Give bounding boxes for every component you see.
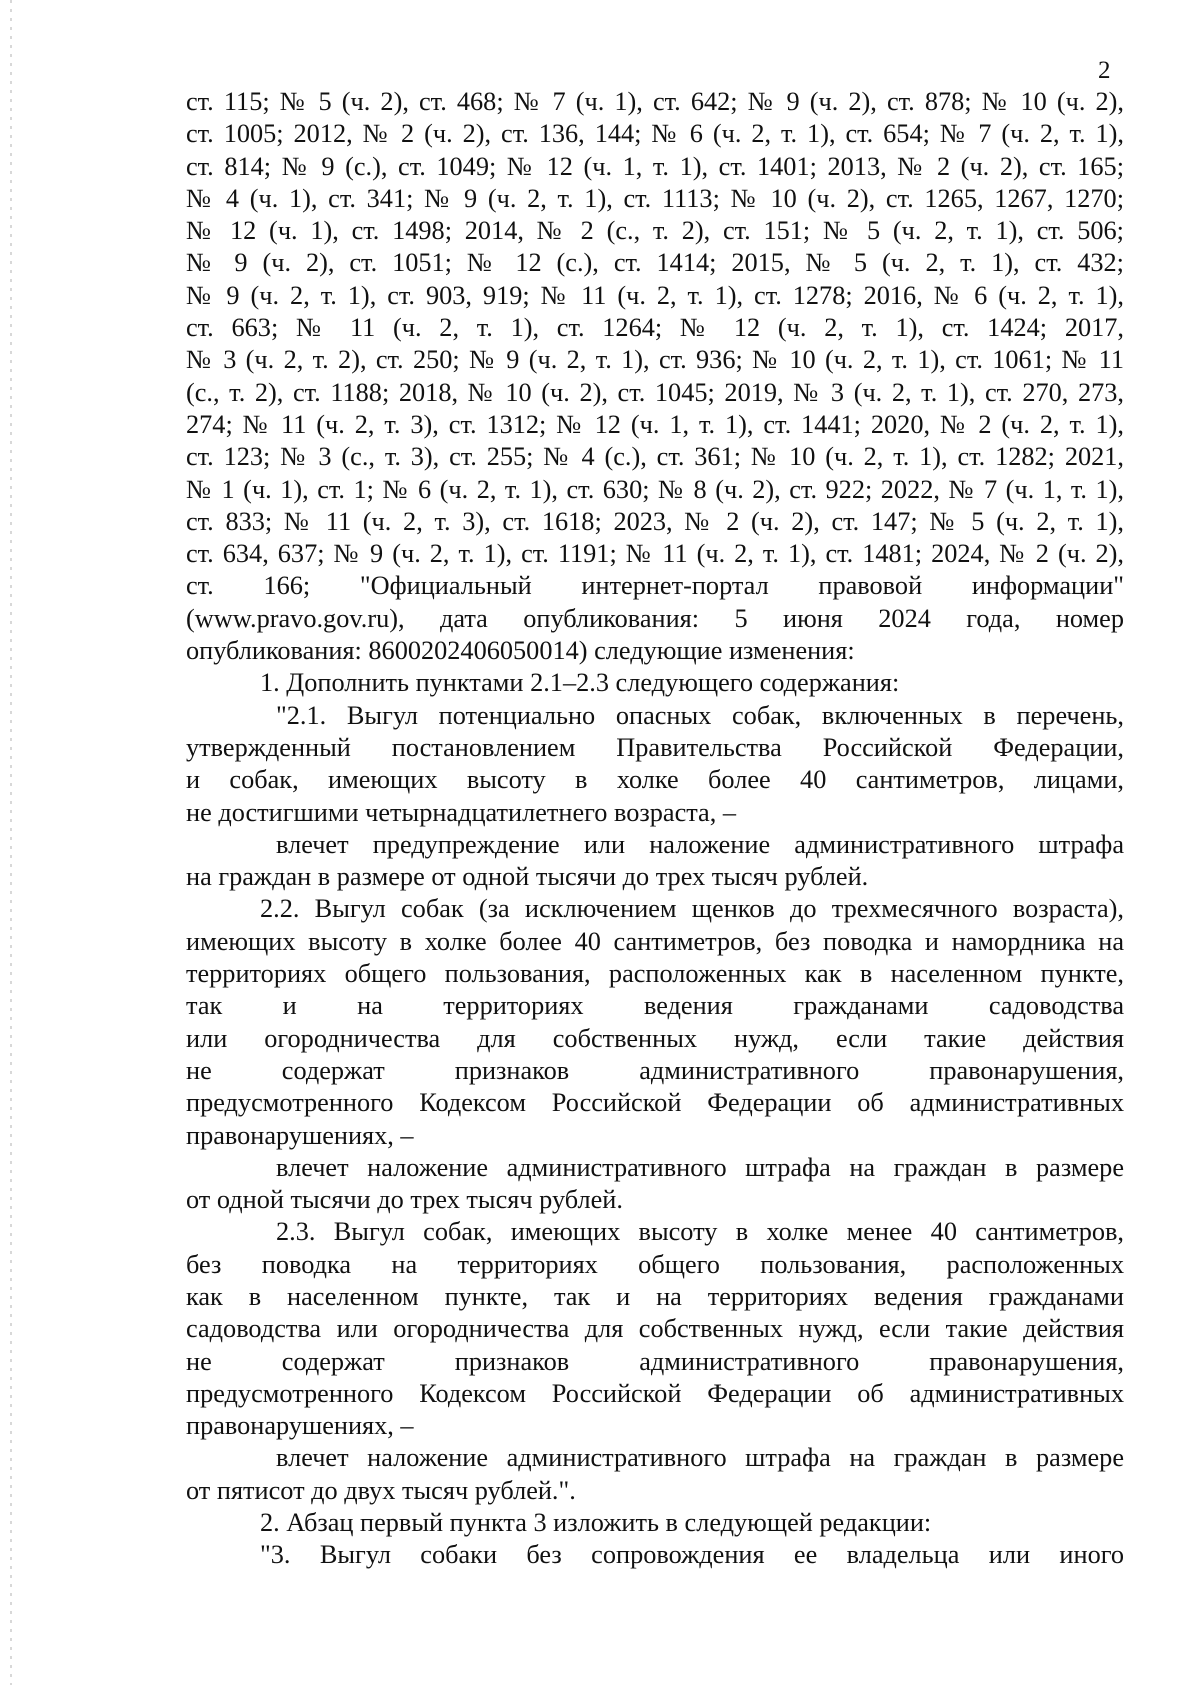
text-line: 2. Абзац первый пункта 3 изложить в следующей редакции:: [260, 1508, 932, 1538]
text-line: утвержденный постановлением Правительства Российской Федерации,: [186, 732, 1124, 762]
text-line: влечет наложение административного штрафа на граждан в размере: [276, 1443, 1124, 1473]
text-line: так и на территориях ведения гражданами садоводства: [186, 991, 1124, 1021]
text-line: или огородничества для собственных нужд, если такие действия: [186, 1023, 1124, 1053]
document-body: [186, 86, 1124, 1572]
page-number: 2: [1098, 57, 1111, 84]
text-line: не содержат признаков административного правонарушения,: [186, 1346, 1124, 1376]
text-line: не достигшими четырнадцатилетнего возраста, –: [186, 797, 737, 827]
text-line: № 1 (ч. 1), ст. 1; № 6 (ч. 2, т. 1), ст. 630; № 8 (ч. 2), ст. 922; 2022, № 7 (ч. 1, т. 1),: [186, 474, 1124, 504]
text-line: ст. 123; № 3 (с., т. 3), ст. 255; № 4 (с.), ст. 361; № 10 (ч. 2, т. 1), ст. 1282; 2021,: [186, 442, 1124, 472]
text-line: 2.3. Выгул собак, имеющих высоту в холке менее 40 сантиметров,: [276, 1217, 1124, 1247]
text-line: и собак, имеющих высоту в холке более 40 сантиметров, лицами,: [186, 765, 1124, 795]
scan-edge-artifact: [10, 0, 12, 1685]
text-line: "3. Выгул собаки без сопровождения ее владельца или иного: [260, 1540, 1124, 1570]
text-line: ст. 115; № 5 (ч. 2), ст. 468; № 7 (ч. 1), ст. 642; № 9 (ч. 2), ст. 878; № 10 (ч. 2),: [186, 87, 1124, 116]
text-line: ст. 814; № 9 (с.), ст. 1049; № 12 (ч. 1, т. 1), ст. 1401; 2013, № 2 (ч. 2), ст. 165;: [186, 151, 1124, 181]
text-line: как в населенном пункте, так и на территориях ведения гражданами: [186, 1281, 1124, 1311]
text-line: ст. 833; № 11 (ч. 2, т. 3), ст. 1618; 2023, № 2 (ч. 2), ст. 147; № 5 (ч. 2, т. 1),: [186, 506, 1124, 536]
text-line: ст. 663; № 11 (ч. 2, т. 1), ст. 1264; № 12 (ч. 2, т. 1), ст. 1424; 2017,: [186, 313, 1124, 343]
text-line: на граждан в размере от одной тысячи до трех тысяч рублей.: [186, 862, 869, 892]
text-line: от пятисот до двух тысяч рублей.".: [186, 1475, 576, 1505]
text-line: правонарушениях, –: [186, 1120, 414, 1150]
text-line: ст. 1005; 2012, № 2 (ч. 2), ст. 136, 144; № 6 (ч. 2, т. 1), ст. 654; № 7 (ч. 2, т. 1),: [186, 119, 1124, 149]
text-line: (с., т. 2), ст. 1188; 2018, № 10 (ч. 2), ст. 1045; 2019, № 3 (ч. 2, т. 1), ст. 270, 273,: [186, 377, 1124, 407]
text-line: "2.1. Выгул потенциально опасных собак, включенных в перечень,: [276, 700, 1124, 730]
text-line: 2.2. Выгул собак (за исключением щенков до трехмесячного возраста),: [260, 894, 1124, 924]
text-line: опубликования: 8600202406050014) следующие изменения:: [186, 636, 855, 666]
text-line: № 4 (ч. 1), ст. 341; № 9 (ч. 2, т. 1), ст. 1113; № 10 (ч. 2), ст. 1265, 1267, 1270;: [186, 183, 1124, 213]
text-line: ст. 166; "Официальный интернет-портал правовой информации": [186, 571, 1124, 601]
text-line: без поводка на территориях общего пользования, расположенных: [186, 1249, 1124, 1279]
text-line: влечет предупреждение или наложение административного штрафа: [276, 829, 1124, 859]
text-line: предусмотренного Кодексом Российской Федерации об административных: [186, 1088, 1124, 1118]
text-line: предусмотренного Кодексом Российской Федерации об административных: [186, 1378, 1124, 1408]
text-line: 274; № 11 (ч. 2, т. 3), ст. 1312; № 12 (ч. 1, т. 1), ст. 1441; 2020, № 2 (ч. 2, т. 1),: [186, 409, 1124, 439]
text-line: ст. 634, 637; № 9 (ч. 2, т. 1), ст. 1191; № 11 (ч. 2, т. 1), ст. 1481; 2024, № 2 (ч. 2),: [186, 539, 1124, 569]
text-line: № 9 (ч. 2, т. 1), ст. 903, 919; № 11 (ч. 2, т. 1), ст. 1278; 2016, № 6 (ч. 2, т. 1),: [186, 280, 1124, 310]
text-line: 1. Дополнить пунктами 2.1–2.3 следующего содержания:: [260, 668, 900, 698]
text-line: № 3 (ч. 2, т. 2), ст. 250; № 9 (ч. 2, т. 1), ст. 936; № 10 (ч. 2, т. 1), ст. 1061; № 11: [186, 345, 1124, 375]
text-line: № 9 (ч. 2), ст. 1051; № 12 (с.), ст. 1414; 2015, № 5 (ч. 2, т. 1), ст. 432;: [186, 248, 1124, 278]
text-line: не содержат признаков административного правонарушения,: [186, 1055, 1124, 1085]
text-line: имеющих высоту в холке более 40 сантиметров, без поводка и намордника на: [186, 926, 1124, 956]
text-line: территориях общего пользования, расположенных как в населенном пункте,: [186, 959, 1124, 989]
text-line: садоводства или огородничества для собственных нужд, если такие действия: [186, 1314, 1124, 1344]
text-line: правонарушениях, –: [186, 1411, 414, 1441]
text-line: (www.pravo.gov.ru), дата опубликования: 5 июня 2024 года, номер: [186, 603, 1124, 633]
text-line: № 12 (ч. 1), ст. 1498; 2014, № 2 (с., т. 2), ст. 151; № 5 (ч. 2, т. 1), ст. 506;: [186, 216, 1124, 246]
text-line: влечет наложение административного штрафа на граждан в размере: [276, 1152, 1124, 1182]
text-line: от одной тысячи до трех тысяч рублей.: [186, 1185, 623, 1215]
